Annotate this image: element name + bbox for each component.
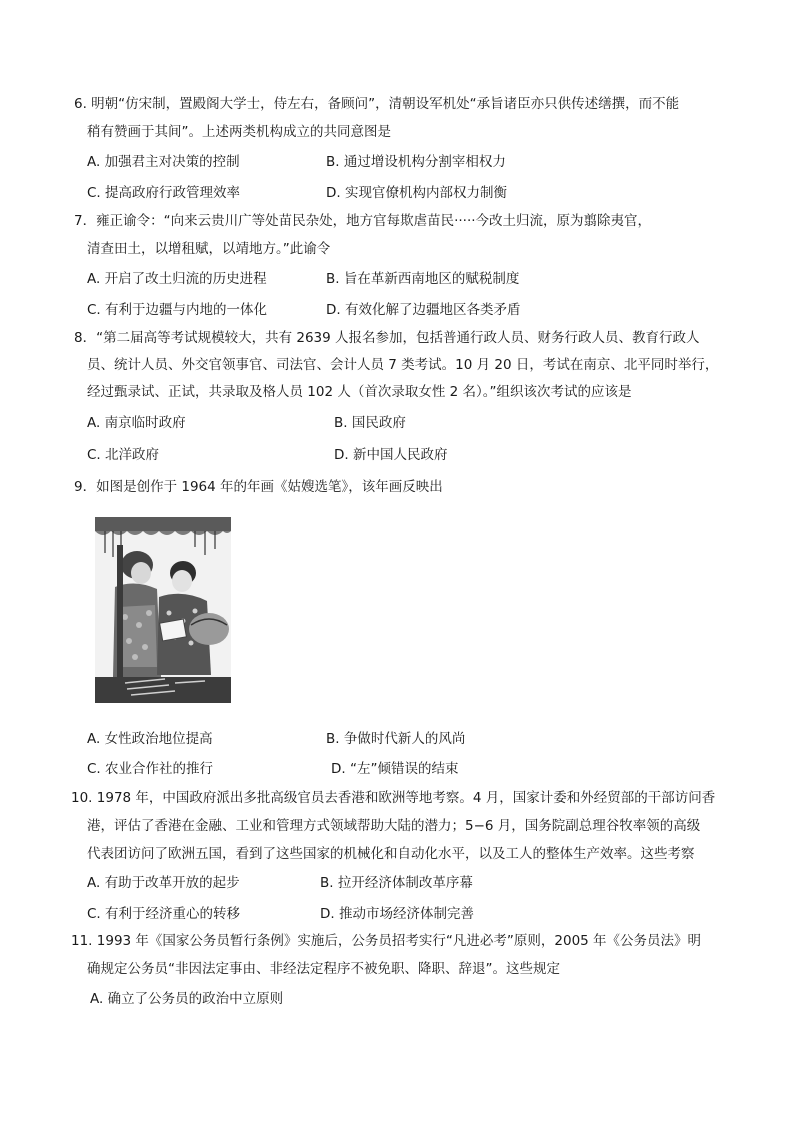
question-11-option-a: A. 确立了公务员的政治中立原则 — [90, 991, 284, 1007]
question-6-stem: 6. 明朝“仿宋制，置殿阁大学士，侍左右，备顾问”，清朝设军机处“承旨诸臣亦只供传述缮撰，而不能 — [74, 96, 680, 112]
question-7-option-d: D. 有效化解了边疆地区各类矛盾 — [326, 302, 521, 318]
question-10-option-a: A. 有助于改革开放的起步 — [87, 875, 240, 891]
question-9-stem: 9．如图是创作于 1964 年的年画《姑嫂选笔》，该年画反映出 — [74, 479, 443, 495]
question-6-option-a: A. 加强君主对决策的控制 — [87, 154, 240, 170]
question-10-stem-cont-1: 港，评估了香港在金融、工业和管理方式领域帮助大陆的潜力；5−6 月，国务院副总理谷牧率领的高级 — [87, 818, 701, 834]
question-10-option-d: D. 推动市场经济体制完善 — [320, 906, 474, 922]
question-9-option-d: D. “左”倾错误的结束 — [331, 761, 459, 777]
question-7-stem-cont: 清查田土，以增租赋，以靖地方。”此谕令 — [87, 241, 331, 257]
question-10-option-b: B. 拉开经济体制改革序幕 — [320, 875, 473, 891]
question-11-stem: 11. 1993 年《国家公务员暂行条例》实施后，公务员招考实行“凡进必考”原则，2005 年《公务员法》明 — [71, 933, 702, 949]
question-8-stem-cont-2: 经过甄录试、正试，共录取及格人员 102 人（首次录取女性 2 名）。”组织该次考试的应该是 — [87, 384, 632, 400]
question-9-option-c: C. 农业合作社的推行 — [87, 761, 214, 777]
question-8-option-d: D. 新中国人民政府 — [334, 447, 448, 463]
question-11-stem-cont: 确规定公务员“非因法定事由、非经法定程序不被免职、降职、辞退”。这些规定 — [87, 961, 560, 977]
question-7-option-b: B. 旨在革新西南地区的赋税制度 — [326, 271, 520, 287]
question-8-option-b: B. 国民政府 — [334, 415, 406, 431]
question-7-option-c: C. 有利于边疆与内地的一体化 — [87, 302, 268, 318]
question-8-option-c: C. 北洋政府 — [87, 447, 160, 463]
question-7-stem: 7．雍正谕令：“向来云贵川广等处苗民杂处，地方官每欺虐苗民·····今改土归流，原为翦除夷官， — [74, 213, 652, 229]
question-6-option-b: B. 通过增设机构分割宰相权力 — [326, 154, 506, 170]
question-7-option-a: A. 开启了改土归流的历史进程 — [87, 271, 267, 287]
question-9-option-b: B. 争做时代新人的风尚 — [326, 731, 466, 747]
question-9-option-a: A. 女性政治地位提高 — [87, 731, 213, 747]
question-8-stem: 8．“第二届高等考试规模较大，共有 2639 人报名参加，包括普通行政人员、财务行政人员、教育行政人 — [74, 330, 700, 346]
question-10-option-c: C. 有利于经济重心的转移 — [87, 906, 241, 922]
question-8-option-a: A. 南京临时政府 — [87, 415, 186, 431]
question-6-option-d: D. 实现官僚机构内部权力制衡 — [326, 185, 507, 201]
question-6-stem-cont: 稍有赞画于其间”。上述两类机构成立的共同意图是 — [87, 124, 391, 140]
question-10-stem-cont-2: 代表团访问了欧洲五国，看到了这些国家的机械化和自动化水平，以及工人的整体生产效率。这些考察 — [87, 846, 695, 862]
question-10-stem: 10. 1978 年，中国政府派出多批高级官员去香港和欧洲等地考察。4 月，国家计委和外经贸部的干部访问香 — [71, 790, 716, 806]
question-6-option-c: C. 提高政府行政管理效率 — [87, 185, 241, 201]
question-8-stem-cont-1: 员、统计人员、外交官领事官、司法官、会计人员 7 类考试。10 月 20 日，考试在南京、北平同时举行， — [87, 357, 719, 373]
new-year-painting-image — [95, 517, 231, 703]
